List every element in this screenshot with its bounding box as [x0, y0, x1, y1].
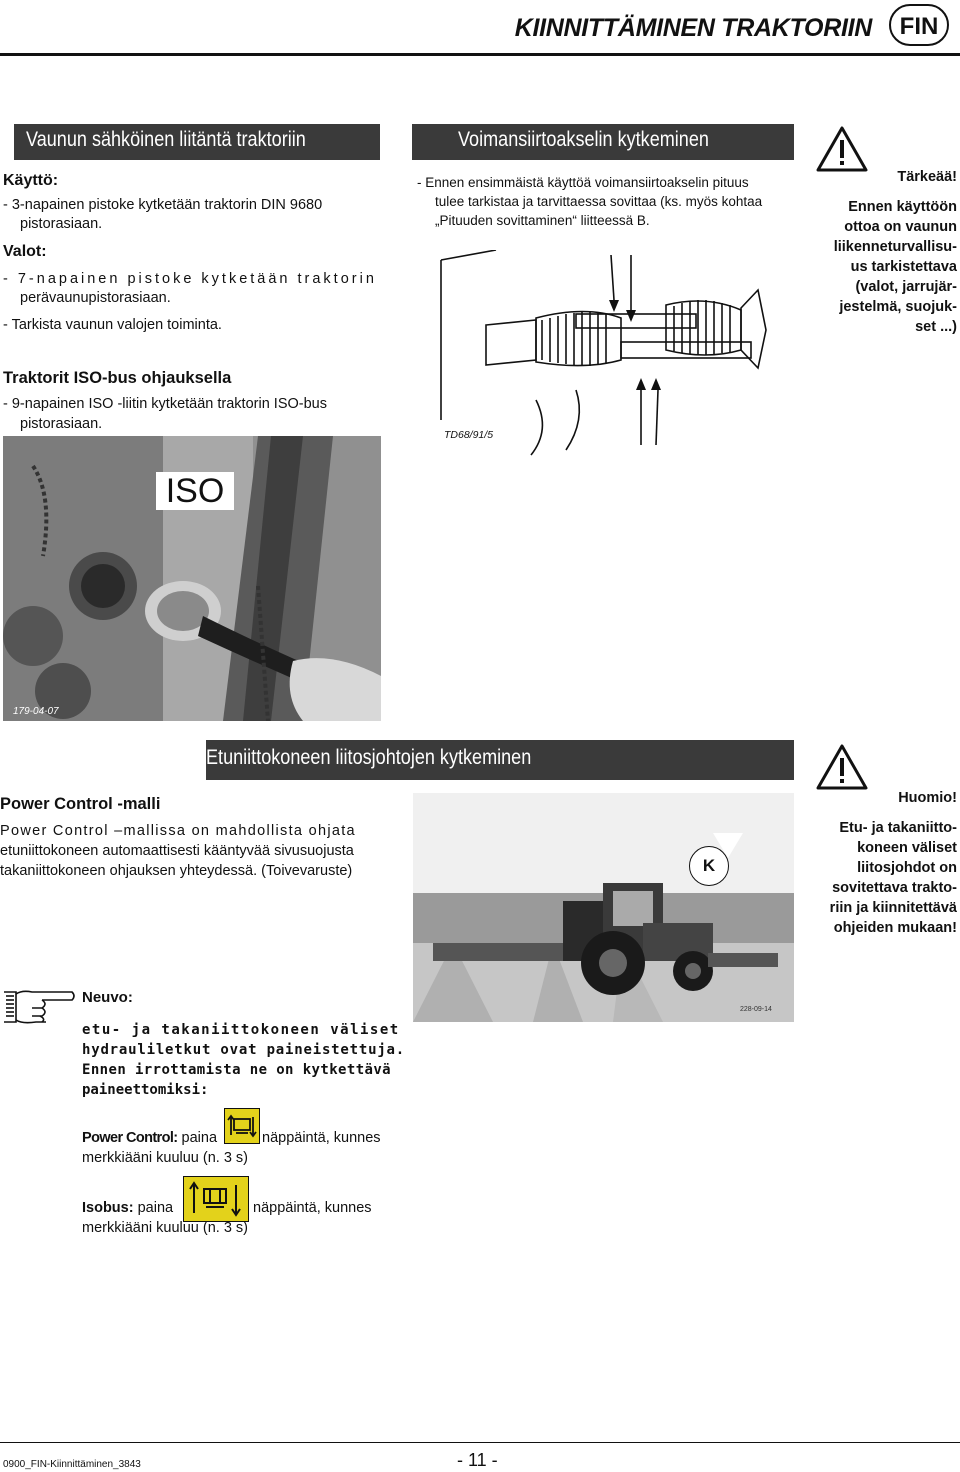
front-mower-line-3: takaniittokoneen ohjauksen yhteydessä. (Toivevaruste)	[0, 863, 353, 879]
warning2-line-3: liitosjohdot on	[857, 860, 957, 876]
warning-triangle-icon	[816, 126, 868, 172]
pto-shaft-figure	[436, 250, 776, 462]
footer-doc-id: 0900_FIN-Kiinnittäminen_3843	[3, 1459, 141, 1470]
footer-rule	[0, 1442, 960, 1443]
isobus-line-2: pistorasiaan.	[20, 416, 103, 432]
page-title: KIINNITTÄMINEN TRAKTORIIN	[514, 14, 872, 42]
warning1-line-5: (valot, jarrujär-	[855, 279, 957, 295]
tractor-photo-code: 228-09-14	[740, 1006, 772, 1013]
warning1-line-6: jestelmä, suojuk-	[839, 299, 957, 315]
isobus-text-2: näppäintä, kunnes	[253, 1200, 372, 1216]
warning2-line-5: riin ja kiinnitettävä	[829, 900, 957, 916]
tractor-photo-k-label: K	[689, 846, 729, 886]
power-control-heading: Power Control -malli	[0, 795, 161, 813]
iso-connector-photo	[3, 436, 381, 721]
tractor-mower-photo	[413, 793, 794, 1022]
section-bar-front-mower	[0, 740, 794, 780]
pto-line-2: tulee tarkistaa ja tarvittaessa sovittaa (ks. myös kohtaa	[435, 194, 763, 209]
iso-photo-code: 179-04-07	[13, 706, 59, 717]
section-title-pto: Voimansiirtoakselin kytkeminen	[458, 128, 709, 151]
pto-line-3: „Pituuden sovittaminen“ liitteessä B.	[435, 213, 650, 228]
tip-label: Neuvo:	[82, 989, 133, 1006]
warning1-line-7: set ...)	[915, 319, 957, 335]
warning-triangle-icon-2	[816, 744, 868, 790]
use-label: Käyttö:	[3, 172, 59, 189]
warning2-line-6: ohjeiden mukaan!	[833, 920, 957, 936]
warning-triangle-svg-2	[816, 744, 868, 790]
power-control-label: Power Control:	[82, 1130, 178, 1146]
isobus-heading: Traktorit ISO-bus ohjauksella	[3, 369, 232, 387]
section-bar-electric	[14, 124, 380, 160]
warning1-line-4: us tarkistettava	[850, 259, 957, 275]
lights-label: Valot:	[3, 243, 47, 260]
section-title-front-mower: Etuniittokoneen liitosjohtojen kytkeminen	[206, 746, 532, 769]
language-badge: FIN	[889, 4, 949, 46]
warning1-title: Tärkeää!	[897, 169, 957, 185]
isobus-button-svg	[184, 1177, 247, 1220]
warning2-title: Huomio!	[898, 790, 957, 806]
lights-line-3: - Tarkista vaunun valojen toiminta.	[3, 317, 222, 333]
use-line-2: pistorasiaan.	[20, 216, 103, 232]
isobus-text-1: paina	[133, 1200, 174, 1216]
power-control-text-2: näppäintä, kunnes	[262, 1130, 381, 1146]
pointing-hand-icon	[2, 984, 76, 1028]
power-control-button-svg	[225, 1109, 258, 1142]
isobus-line-1: - 9-napainen ISO -liitin kytketään traktorin ISO-bus	[3, 396, 327, 412]
power-control-text-1: paina	[177, 1130, 218, 1146]
pto-line-1: - Ennen ensimmäistä käyttöä voimansiirtoakselin pituus	[417, 175, 749, 190]
section-title-electric: Vaunun sähköinen liitäntä traktoriin	[26, 128, 306, 151]
isobus-button-icon	[183, 1176, 249, 1222]
header-rule	[0, 53, 960, 56]
page-number: - 11 -	[457, 1450, 498, 1470]
tip-line-3: Ennen irrottamista ne on kytkettävä	[82, 1062, 392, 1078]
section-bar-pto	[412, 124, 794, 160]
warning2-line-2: koneen väliset	[857, 840, 957, 856]
lights-line-2: perävaunupistorasiaan.	[20, 290, 171, 306]
warning1-line-3: liikenneturvallisu-	[833, 239, 957, 255]
warning1-line-1: Ennen käyttöön	[848, 199, 957, 215]
tip-line-1: etu- ja takaniittokoneen väliset	[82, 1022, 400, 1038]
front-mower-line-1: Power Control –mallissa on mahdollista ohjata	[0, 823, 356, 839]
warning2-line-4: sovitettava trakto-	[832, 880, 957, 896]
warning-triangle-svg	[816, 126, 868, 172]
isobus-instruction	[82, 1199, 173, 1218]
power-control-instruction	[82, 1129, 217, 1148]
power-control-text-3: merkkiääni kuuluu (n. 3 s)	[82, 1150, 249, 1166]
pointing-hand-svg	[2, 984, 76, 1028]
use-line-1: - 3-napainen pistoke kytketään traktorin DIN 9680	[3, 197, 323, 213]
isobus-text-3: merkkiääni kuuluu (n. 3 s)	[82, 1220, 249, 1236]
tip-line-4: paineettomiksi:	[82, 1082, 209, 1098]
warning1-line-2: ottoa on vaunun	[844, 219, 957, 235]
iso-photo-label: ISO	[156, 472, 234, 510]
tractor-photo-illustration	[413, 793, 794, 1022]
tip-line-2: hydrauliletkut ovat paineistettuja.	[82, 1042, 406, 1058]
front-mower-line-2: etuniittokoneen automaattisesti kääntyvää sivusuojusta	[0, 843, 354, 859]
pto-figure-code: TD68/91/5	[444, 429, 494, 441]
lights-line-1: - 7-napainen pistoke kytketään traktorin	[3, 271, 377, 287]
warning2-line-1: Etu- ja takaniitto-	[839, 820, 957, 836]
power-control-button-icon	[224, 1108, 260, 1144]
isobus-label: Isobus:	[82, 1200, 134, 1216]
